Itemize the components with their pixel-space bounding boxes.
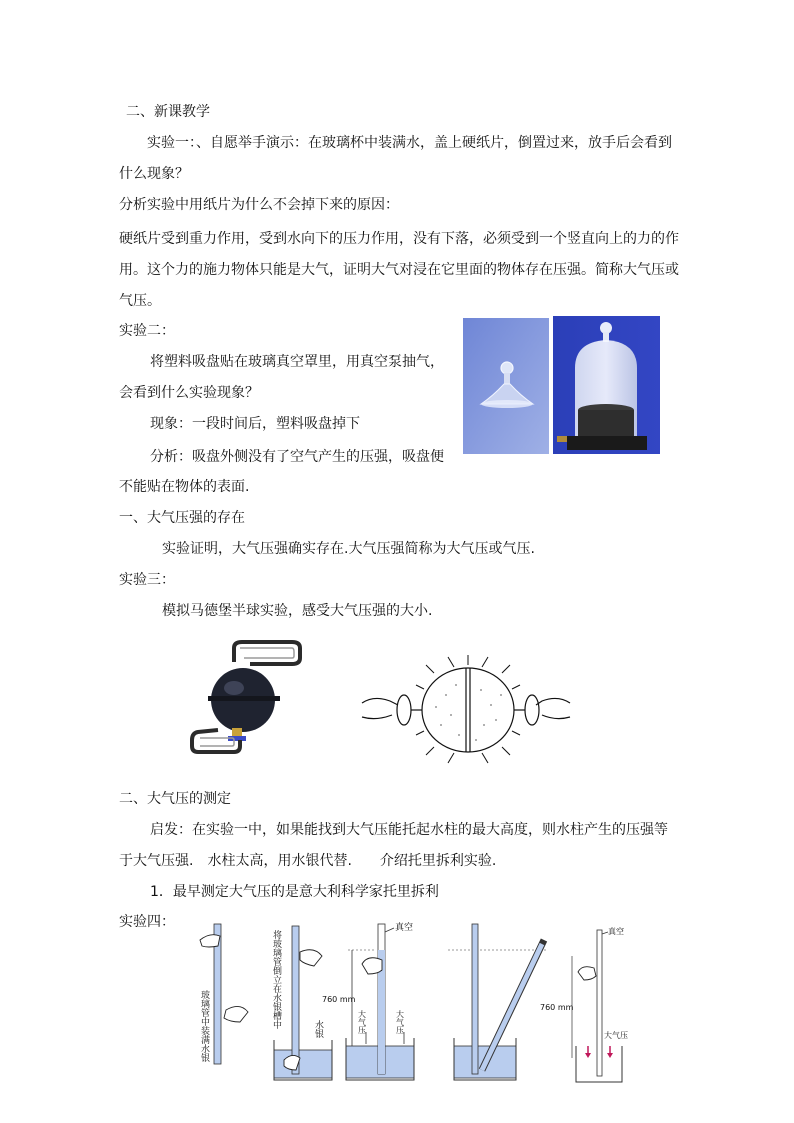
phenomenon-text: 现象：一段时间后，塑料吸盘掉下: [150, 416, 360, 432]
section-heading-existence: 一、大气压强的存在: [119, 510, 245, 526]
magdeburg-hemispheres-photo: [188, 640, 308, 760]
proof-text: 实验证明，大气压强确实存在.大气压强简称为大气压或气压.: [162, 541, 535, 557]
section-heading-measurement: 二、大气压的测定: [119, 791, 231, 807]
label-atm-5: 大气压: [604, 1031, 628, 1040]
label-mercury: 水银: [313, 1020, 323, 1038]
analysis-line-2: 用。这个力的施力物体只能是大气，证明大气对浸在它里面的物体存在压强。简称大气压或: [119, 262, 679, 278]
label-height-3: 760 mm: [322, 995, 356, 1004]
torricelli-statement: 1．最早测定大气压的是意大利科学家托里拆利: [150, 884, 439, 900]
label-tube-invert: 将玻璃管倒立在水银槽中: [271, 930, 281, 1029]
experiment-two-analysis: 分析：吸盘外侧没有了空气产生的压强，吸盘便: [150, 449, 444, 465]
label-height-5: 760 mm: [540, 1003, 574, 1012]
inspiration-line-1: 启发：在实验一中，如果能找到大气压能托起水柱的最大高度，则水柱产生的压强等: [150, 822, 668, 838]
experiment-four-heading: 实验四：: [119, 914, 175, 930]
panel-tube-full: [199, 924, 248, 1064]
experiment-two-text: 将塑料吸盘贴在玻璃真空罩里，用真空泵抽气，: [150, 354, 444, 370]
hemispheres-pressure-diagram: [356, 655, 576, 765]
experiment-one-text: 实验一：、自愿举手演示：在玻璃杯中装满水，盖上硬纸片，倒置过来，放手后会看到: [147, 135, 672, 151]
analysis-question: 分析实验中用纸片为什么不会掉下来的原因：: [119, 197, 399, 213]
experiment-three-heading: 实验三：: [119, 572, 175, 588]
panel-schematic: [540, 926, 628, 1082]
section-heading-new-lesson: 二、新课教学: [126, 104, 210, 120]
label-atm-3a: 大气压: [357, 1010, 367, 1034]
analysis-line-1: 硬纸片受到重力作用，受到水向下的压力作用，没有下落，必须受到一个竖直向上的力的作: [119, 231, 679, 247]
label-atm-3b: 大气压: [395, 1010, 405, 1034]
experiment-two-heading: 实验二：: [119, 323, 175, 339]
label-vacuum-3: 真空: [395, 923, 414, 933]
experiment-two-analysis-end: 不能贴在物体的表面.: [119, 479, 250, 495]
analysis-line-3: 气压。: [119, 293, 161, 309]
label-tube-full: 玻璃管中装满水银: [199, 990, 209, 1062]
experiment-three-text: 模拟马德堡半球实验，感受大气压强的大小.: [162, 603, 433, 619]
experiment-one-question: 什么现象？: [119, 166, 189, 182]
torricelli-experiment-figure: [196, 920, 636, 1085]
panel-tilted-tube: [448, 924, 546, 1080]
bell-jar-photo: [553, 316, 660, 454]
panel-760-column: [322, 921, 414, 1080]
inspiration-line-2: 于大气压强. 水柱太高，用水银代替. 介绍托里拆利实验.: [119, 853, 497, 869]
label-vacuum-5: 真空: [608, 927, 624, 936]
suction-cup-photo: [463, 318, 549, 454]
experiment-two-question: 会看到什么实验现象？: [119, 385, 259, 401]
